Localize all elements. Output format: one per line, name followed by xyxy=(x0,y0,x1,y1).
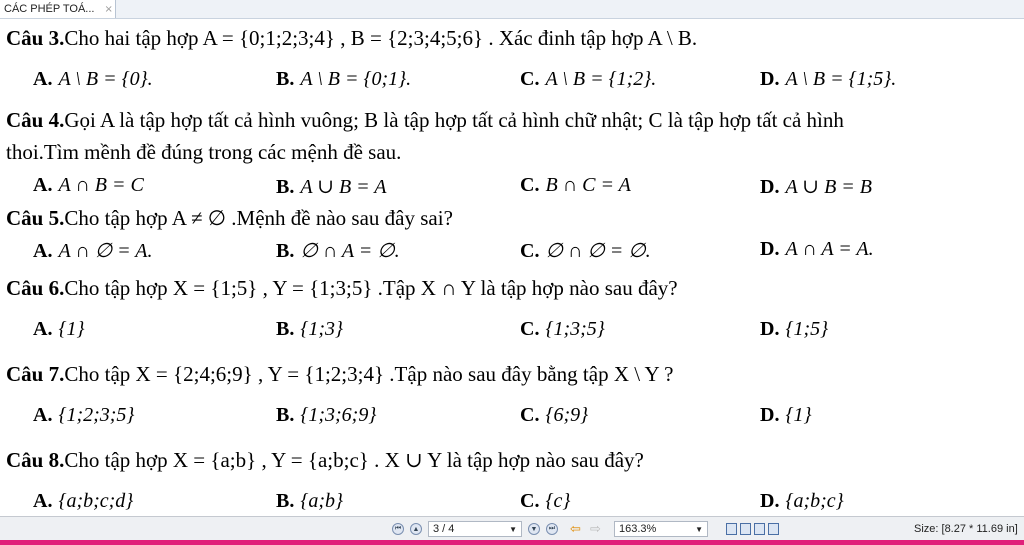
next-page-icon: ▼ xyxy=(528,523,540,535)
question-number: Câu 6. xyxy=(6,276,65,300)
option-c: C. {6;9} xyxy=(520,404,589,426)
option-a: A. A ∩ ∅ = A. xyxy=(33,240,153,262)
status-bar xyxy=(0,516,1024,541)
option-a: A. {1} xyxy=(33,318,85,340)
last-page-button[interactable] xyxy=(546,521,558,537)
option-c: C. {1;3;5} xyxy=(520,318,605,340)
zoom-field[interactable]: 163.3% ▼ xyxy=(614,521,708,537)
option-d: D. {1;5} xyxy=(760,318,829,340)
question-text: Cho tập hợp A ≠ ∅ .Mệnh đề nào sau đây sai? xyxy=(64,206,453,230)
question-text: Gọi A là tập hợp tất cả hình vuông; B là tập hợp tất cả hình chữ nhật; C là tập hợp tất cả hình xyxy=(64,108,844,132)
option-d: D. {a;b;c} xyxy=(760,490,844,512)
arrow-right-icon: ⇨ xyxy=(590,521,601,536)
question-text: Cho tập hợp X = {1;5} , Y = {1;3;5} .Tập X ∩ Y là tập hợp nào sau đây? xyxy=(64,276,678,300)
single-page-icon[interactable] xyxy=(726,523,737,535)
option-a: A. A ∩ B = C xyxy=(33,174,144,196)
page-number-field[interactable]: 3 / 4 ▼ xyxy=(428,521,522,537)
question-8 xyxy=(6,448,644,473)
question-number: Câu 5. xyxy=(6,206,65,230)
question-number: Câu 8. xyxy=(6,448,65,472)
facing-page-icon[interactable] xyxy=(754,523,765,535)
continuous-page-icon[interactable] xyxy=(740,523,751,535)
back-button[interactable] xyxy=(570,521,581,537)
question-number: Câu 3. xyxy=(6,26,65,50)
option-b: B. A ∪ B = A xyxy=(276,176,387,198)
option-d: D. A ∩ A = A. xyxy=(760,238,874,260)
first-page-icon: ⏮ xyxy=(392,523,404,535)
question-6 xyxy=(6,276,678,301)
first-page-button[interactable] xyxy=(392,521,404,537)
forward-button[interactable] xyxy=(590,521,601,537)
question-number: Câu 4. xyxy=(6,108,65,132)
question-number: Câu 7. xyxy=(6,362,65,386)
option-c: C. B ∩ C = A xyxy=(520,174,631,196)
question-3 xyxy=(6,26,697,51)
option-a: A. {1;2;3;5} xyxy=(33,404,135,426)
close-icon[interactable]: × xyxy=(104,3,113,15)
option-c: C. ∅ ∩ ∅ = ∅. xyxy=(520,240,651,262)
prev-page-icon: ▲ xyxy=(410,523,422,535)
chevron-down-icon: ▼ xyxy=(509,524,517,534)
question-text: Cho tập hợp X = {a;b} , Y = {a;b;c} . X ∪ Y là tập hợp nào sau đây? xyxy=(64,448,644,472)
question-text: Cho hai tập hợp A = {0;1;2;3;4} , B = {2;3;4;5;6} . Xác đinh tập hợp A \ B. xyxy=(64,26,698,50)
tab-label: CÁC PHÉP TOÁ... xyxy=(4,3,95,15)
question-4-line2 xyxy=(6,140,401,165)
last-page-icon: ⏭ xyxy=(546,523,558,535)
option-c: C. {c} xyxy=(520,490,571,512)
arrow-left-icon: ⇦ xyxy=(570,521,581,536)
view-mode-buttons xyxy=(726,521,782,537)
option-b: B. A \ B = {0;1}. xyxy=(276,68,412,90)
option-b: B. {1;3;6;9} xyxy=(276,404,377,426)
option-d: D. A ∪ B = B xyxy=(760,176,872,198)
chevron-down-icon: ▼ xyxy=(695,524,703,534)
question-5 xyxy=(6,206,453,231)
book-view-icon[interactable] xyxy=(768,523,779,535)
next-page-button[interactable] xyxy=(528,521,540,537)
page-size-label: Size: [8.27 * 11.69 in] xyxy=(914,523,1018,535)
option-b: B. ∅ ∩ A = ∅. xyxy=(276,240,400,262)
option-a: A. {a;b;c;d} xyxy=(33,490,134,512)
tab-document[interactable] xyxy=(0,0,116,18)
question-7 xyxy=(6,362,674,387)
option-b: B. {a;b} xyxy=(276,490,343,512)
option-d: D. A \ B = {1;5}. xyxy=(760,68,897,90)
prev-page-button[interactable] xyxy=(410,521,422,537)
taskbar-strip xyxy=(0,540,1024,545)
option-b: B. {1;3} xyxy=(276,318,343,340)
question-4 xyxy=(6,108,844,133)
tab-bar xyxy=(0,0,1024,19)
option-a: A. A \ B = {0}. xyxy=(33,68,153,90)
question-text: Cho tập X = {2;4;6;9} , Y = {1;2;3;4} .Tập nào sau đây bằng tập X \ Y ? xyxy=(64,362,674,386)
document-view xyxy=(0,18,1024,516)
question-text: thoi.Tìm mềnh đề đúng trong các mệnh đề sau. xyxy=(6,140,402,164)
option-d: D. {1} xyxy=(760,404,812,426)
option-c: C. A \ B = {1;2}. xyxy=(520,68,657,90)
